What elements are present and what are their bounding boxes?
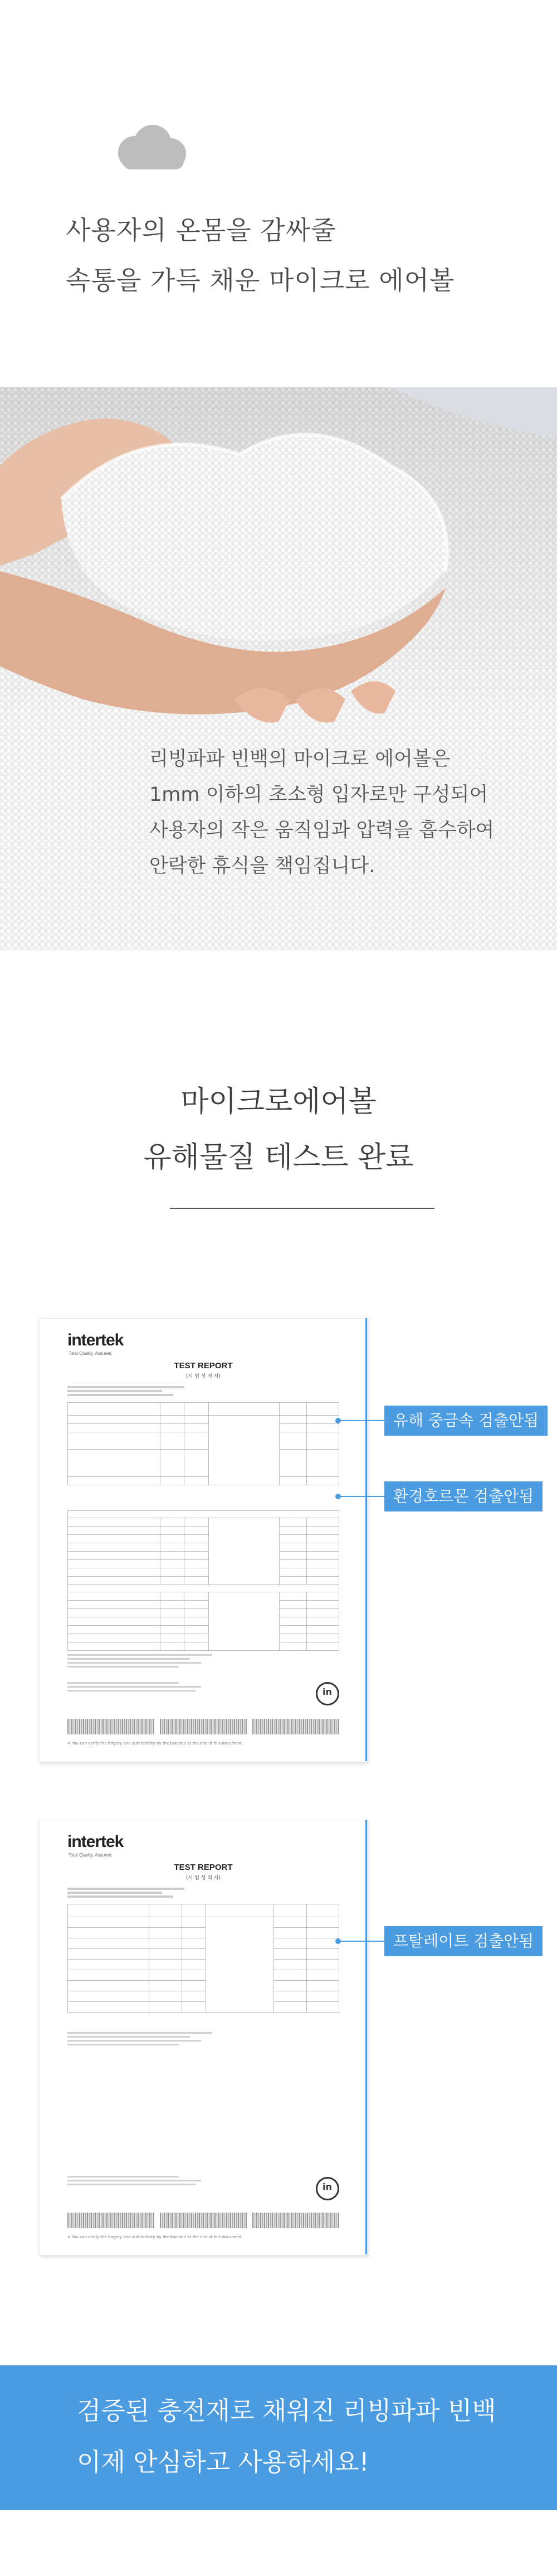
intertek-logo: intertek <box>67 1331 124 1349</box>
test-title-line-1: 마이크로에어볼 <box>180 1085 377 1119</box>
barcode-3 <box>252 2213 339 2228</box>
tag-environmental-hormone: 환경호르몬 검출안됨 <box>384 1481 543 1511</box>
callout-dot-phthalate <box>335 1938 341 1944</box>
barcode-1 <box>67 1719 154 1734</box>
banner-line-2: 이제 안심하고 사용하세요! <box>77 2447 369 2477</box>
title-divider <box>170 1208 434 1209</box>
callout-vertical-line-1 <box>365 1318 367 1761</box>
banner-text <box>77 2385 496 2488</box>
intertek-logo-subtitle: Total Quality. Assured. <box>69 1853 113 1858</box>
hero-headline-line-2: 속통을 가득 채운 마이크로 에어볼 <box>66 265 455 295</box>
report-title: TEST REPORT <box>174 1361 233 1370</box>
report-subtitle: (시 험 성 적 서) <box>186 1875 221 1881</box>
report-meta-block <box>67 1384 184 1398</box>
test-report-1 <box>39 1318 368 1762</box>
intertek-seal-icon: in <box>316 2177 339 2200</box>
photo-caption-line-1: 리빙파파 빈백의 마이크로 에어볼은 <box>149 748 451 770</box>
photo-caption-line-3: 사용자의 작은 움직임과 압력을 흡수하여 <box>149 819 495 842</box>
report-notes <box>67 2030 212 2048</box>
intertek-logo-subtitle: Total Quality. Assured. <box>69 1351 113 1356</box>
photo-caption-line-4: 안락한 휴식을 책임집니다. <box>149 855 375 877</box>
callout-line-phthalate <box>338 1941 384 1942</box>
report-address <box>67 1680 201 1694</box>
callout-line-hormone <box>338 1496 384 1497</box>
test-title-line-2: 유해물질 테스트 완료 <box>143 1141 414 1174</box>
report-meta-block <box>67 1886 184 1899</box>
hero-headline-line-1: 사용자의 온몸을 감싸줄 <box>66 215 336 245</box>
callout-dot-hormone <box>335 1494 341 1499</box>
intertek-logo: intertek <box>67 1833 124 1851</box>
report-verify-note: ✔ You can verify the forgery and authenticity by the barcode at the end of this document. <box>67 1741 243 1746</box>
report-title: TEST REPORT <box>174 1863 233 1872</box>
report-address <box>67 2174 201 2188</box>
barcode-3 <box>252 1719 339 1734</box>
tag-phthalate: 프탈레이트 검출안됨 <box>384 1926 543 1956</box>
cloud-icon <box>111 123 189 173</box>
report-verify-note: ✔ You can verify the forgery and authenticity by the barcode at the end of this document. <box>67 2235 243 2239</box>
barcode-2 <box>160 2213 247 2228</box>
heavy-metal-table <box>67 1402 339 1485</box>
callout-line-heavy-metal <box>338 1420 384 1421</box>
report-notes <box>67 1652 212 1670</box>
phthalate-table <box>67 1904 339 2013</box>
barcode-2 <box>160 1719 247 1734</box>
test-report-2 <box>39 1820 368 2256</box>
callout-dot-heavy-metal <box>335 1418 341 1423</box>
tag-heavy-metal: 유해 중금속 검출안됨 <box>384 1406 548 1436</box>
phthalate-table <box>67 1510 339 1651</box>
photo-caption-line-2: 1mm 이하의 초소형 입자로만 구성되어 <box>149 784 488 806</box>
closing-banner <box>0 2365 557 2510</box>
banner-line-1: 검증된 충전재로 채워진 리빙파파 빈백 <box>77 2396 496 2426</box>
intertek-seal-icon: in <box>316 1682 339 1705</box>
report-subtitle: (시 험 성 적 서) <box>186 1374 221 1379</box>
barcode-1 <box>67 2213 154 2228</box>
callout-vertical-line-2 <box>365 1820 367 2254</box>
